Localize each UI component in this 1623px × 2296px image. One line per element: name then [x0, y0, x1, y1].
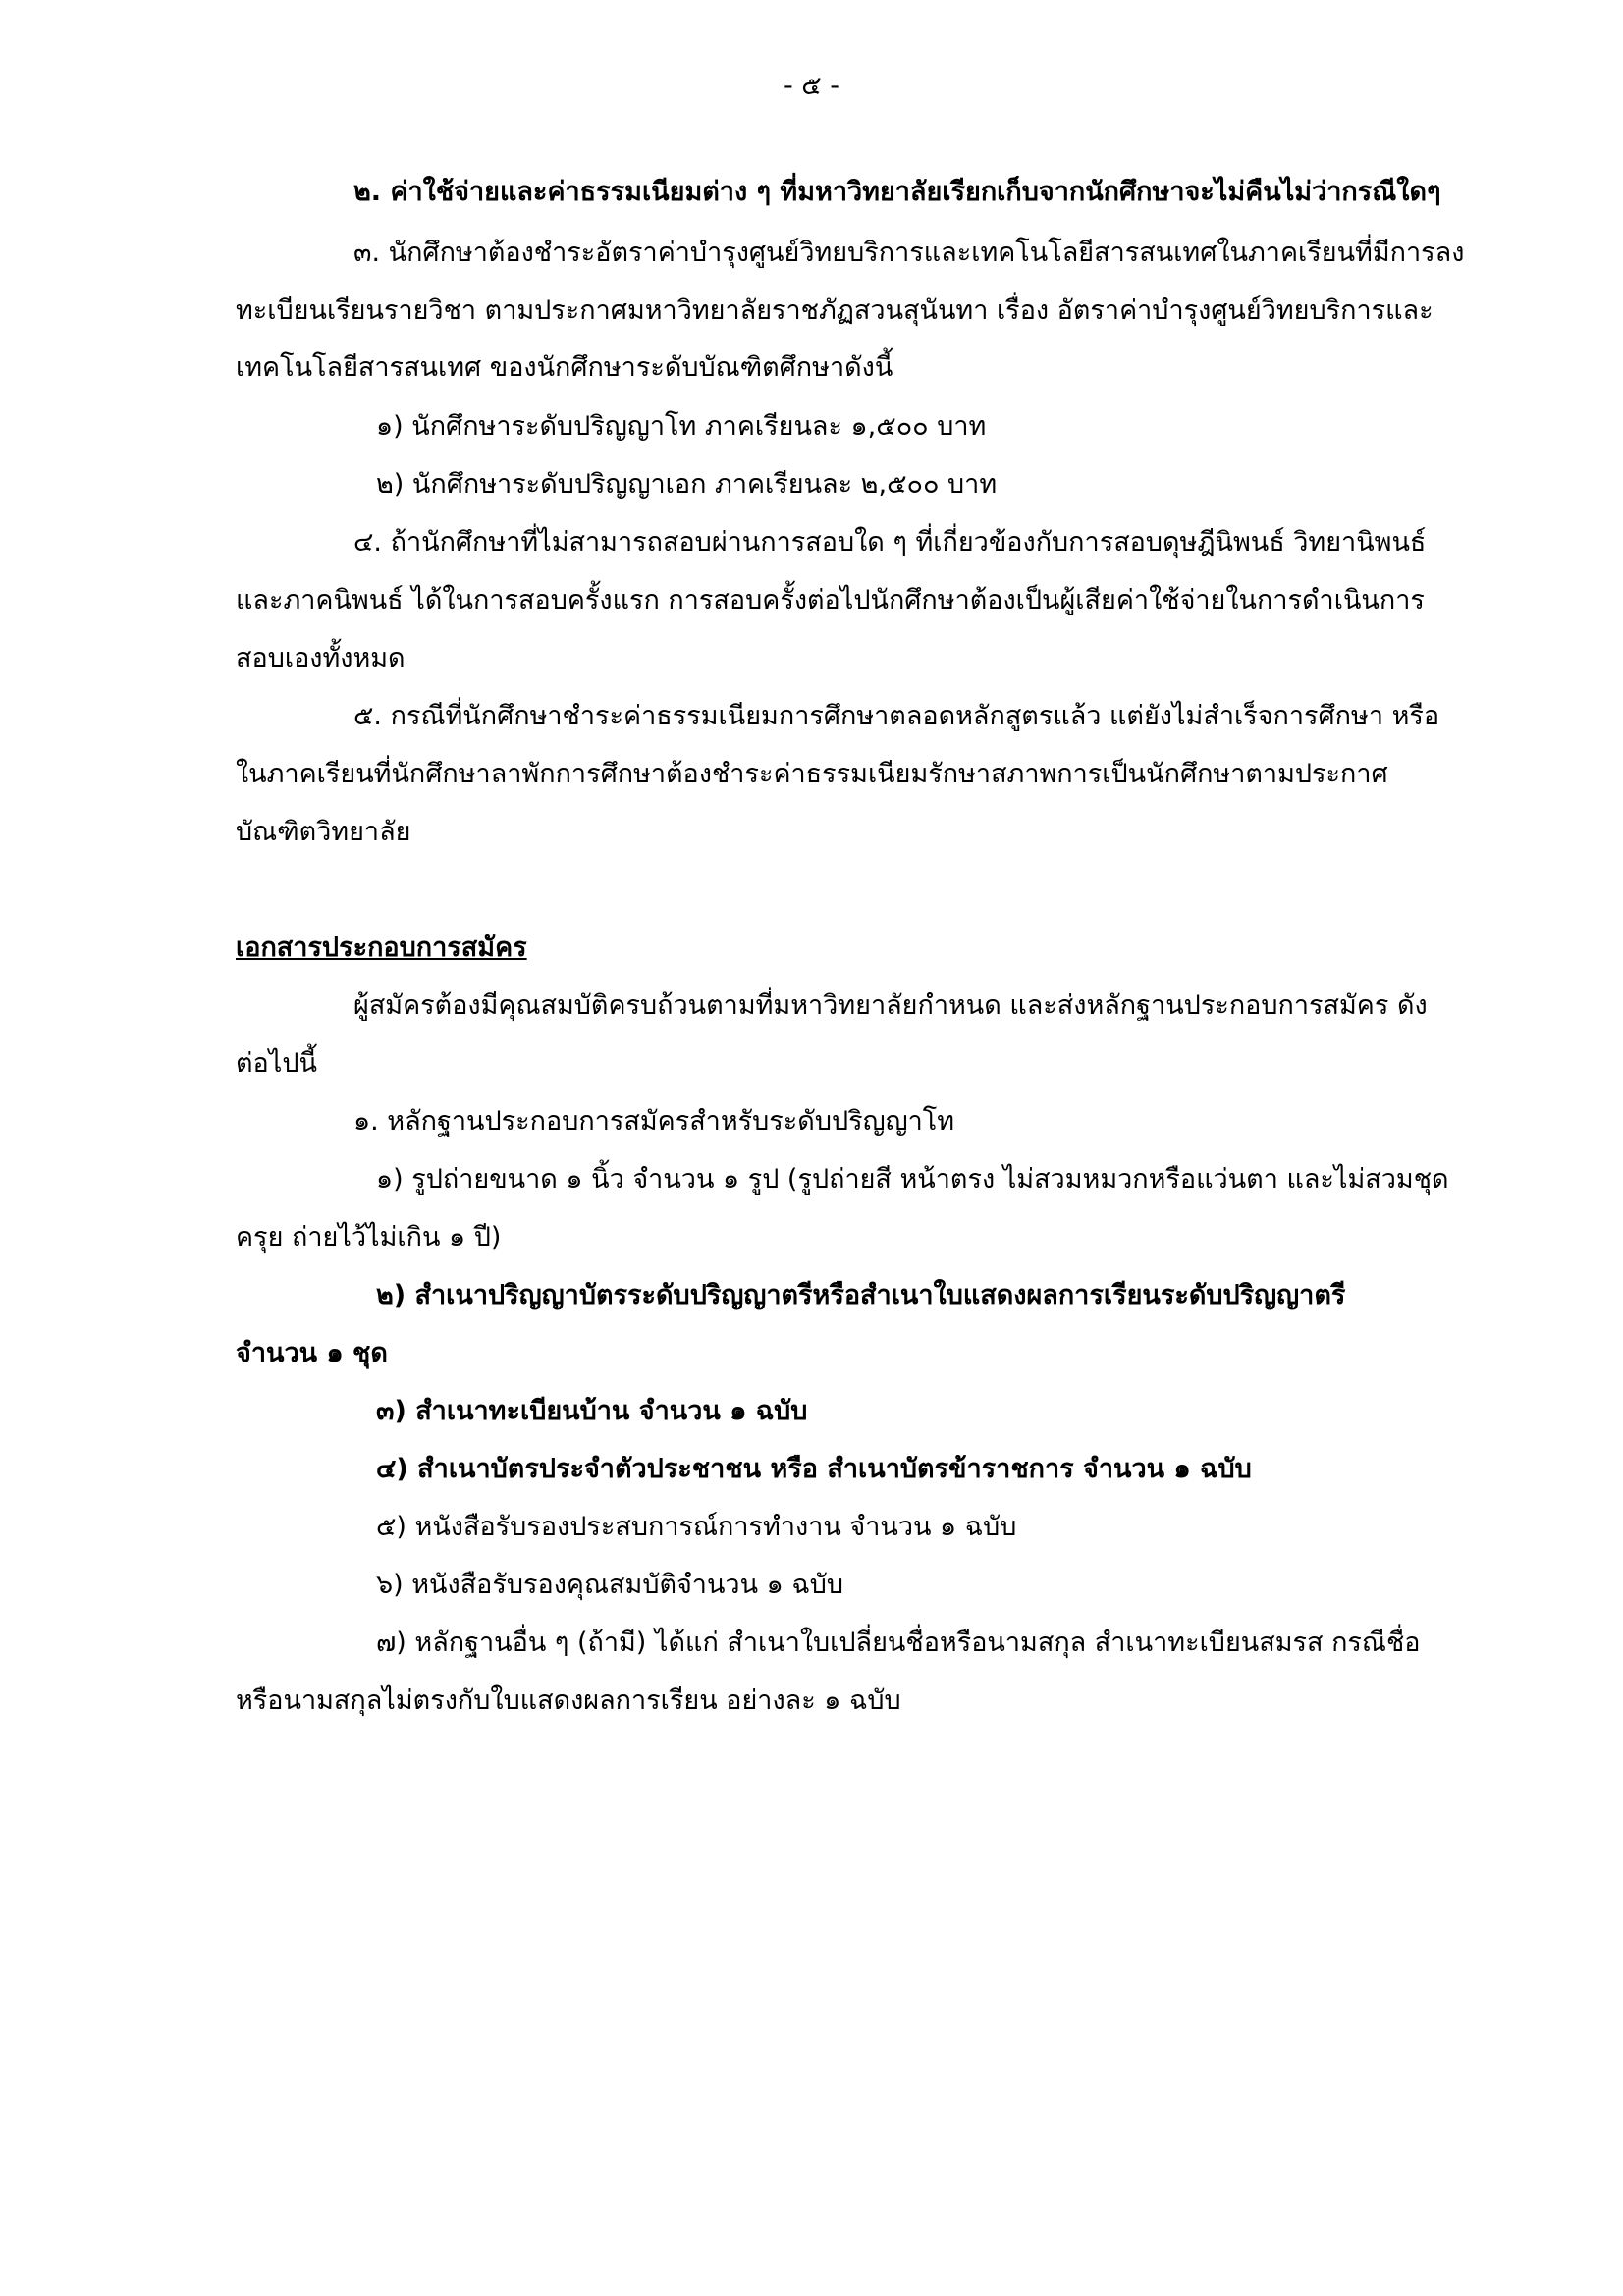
fees-item-3-line-2: ทะเบียนเรียนรายวิชา ตามประกาศมหาวิทยาลัยราชภัฏสวนสุนันทา เรื่อง อัตราค่าบำรุงศูนย์วิทยบริการและ — [236, 295, 1434, 326]
documents-intro-line-1: ผู้สมัครต้องมีคุณสมบัติครบถ้วนตามที่มหาวิทยาลัยกำหนด และส่งหลักฐานประกอบการสมัคร ดัง — [353, 990, 1428, 1021]
documents-sub-1-line-2: ครุย ถ่ายไว้ไม่เกิน ๑ ปี) — [236, 1222, 502, 1253]
documents-sub-2-line-2: จำนวน ๑ ชุด — [236, 1338, 388, 1368]
fees-item-3-line-3: เทคโนโลยีสารสนเทศ ของนักศึกษาระดับบัณฑิตศึกษาดังนี้ — [236, 352, 893, 383]
documents-sub-2-line-1: ๒) สำเนาปริญญาบัตรระดับปริญญาตรีหรือสำเนาใบแสดงผลการเรียนระดับปริญญาตรี — [376, 1280, 1346, 1310]
page-number: - ๕ - — [783, 71, 840, 101]
documents-sub-6: ๖) หนังสือรับรองคุณสมบัติจำนวน ๑ ฉบับ — [376, 1570, 844, 1600]
documents-intro-line-2: ต่อไปนี้ — [236, 1048, 317, 1079]
fees-item-3-line-1: ๓. นักศึกษาต้องชำระอัตราค่าบำรุงศูนย์วิทยบริการและเทคโนโลยีสารสนเทศในภาคเรียนที่มีการลง — [353, 238, 1465, 268]
documents-sub-7-line-1: ๗) หลักฐานอื่น ๆ (ถ้ามี) ได้แก่ สำเนาใบเปลี่ยนชื่อหรือนามสกุล สำเนาทะเบียนสมรส กรณีชื่อ — [376, 1628, 1421, 1658]
documents-sub-5: ๕) หนังสือรับรองประสบการณ์การทำงาน จำนวน ๑ ฉบับ — [376, 1512, 1017, 1542]
fees-item-3-sub-1: ๑) นักศึกษาระดับปริญญาโท ภาคเรียนละ ๑,๕๐๐ บาท — [376, 411, 987, 442]
documents-sub-1-line-1: ๑) รูปถ่ายขนาด ๑ นิ้ว จำนวน ๑ รูป (รูปถ่ายสี หน้าตรง ไม่สวมหมวกหรือแว่นตา และไม่สวมชุด — [376, 1164, 1449, 1195]
documents-sub-3: ๓) สำเนาทะเบียนบ้าน จำนวน ๑ ฉบับ — [376, 1396, 808, 1426]
documents-sub-4: ๔) สำเนาบัตรประจำตัวประชาชน หรือ สำเนาบัตรข้าราชการ จำนวน ๑ ฉบับ — [376, 1454, 1252, 1484]
documents-sub-7-line-2: หรือนามสกุลไม่ตรงกับใบแสดงผลการเรียน อย่างละ ๑ ฉบับ — [236, 1685, 901, 1716]
fees-item-4-line-1: ๔. ถ้านักศึกษาที่ไม่สามารถสอบผ่านการสอบใด ๆ ที่เกี่ยวข้องกับการสอบดุษฎีนิพนธ์ วิทยานิพนธ์ — [353, 527, 1427, 558]
fees-item-5-line-3: บัณฑิตวิทยาลัย — [236, 817, 411, 847]
fees-item-4-line-3: สอบเองทั้งหมด — [236, 643, 406, 673]
fees-item-4-line-2: และภาคนิพนธ์ ได้ในการสอบครั้งแรก การสอบครั้งต่อไปนักศึกษาต้องเป็นผู้เสียค่าใช้จ่ายในการดำเนินการ — [236, 585, 1425, 615]
documents-heading: เอกสารประกอบการสมัคร — [236, 933, 527, 963]
fees-item-3-sub-2: ๒) นักศึกษาระดับปริญญาเอก ภาคเรียนละ ๒,๕๐๐ บาท — [376, 469, 998, 500]
fees-item-5-line-1: ๕. กรณีที่นักศึกษาชำระค่าธรรมเนียมการศึกษาตลอดหลักสูตรแล้ว แต่ยังไม่สำเร็จการศึกษา หรือ — [353, 701, 1440, 731]
documents-item-1: ๑. หลักฐานประกอบการสมัครสำหรับระดับปริญญาโท — [353, 1106, 955, 1137]
fees-item-5-line-2: ในภาคเรียนที่นักศึกษาลาพักการศึกษาต้องชำระค่าธรรมเนียมรักษาสภาพการเป็นนักศึกษาตามประกาศ — [236, 759, 1388, 789]
fees-item-2: ๒. ค่าใช้จ่ายและค่าธรรมเนียมต่าง ๆ ที่มหาวิทยาลัยเรียกเก็บจากนักศึกษาจะไม่คืนไม่ว่ากรณีใดๆ — [353, 177, 1441, 207]
